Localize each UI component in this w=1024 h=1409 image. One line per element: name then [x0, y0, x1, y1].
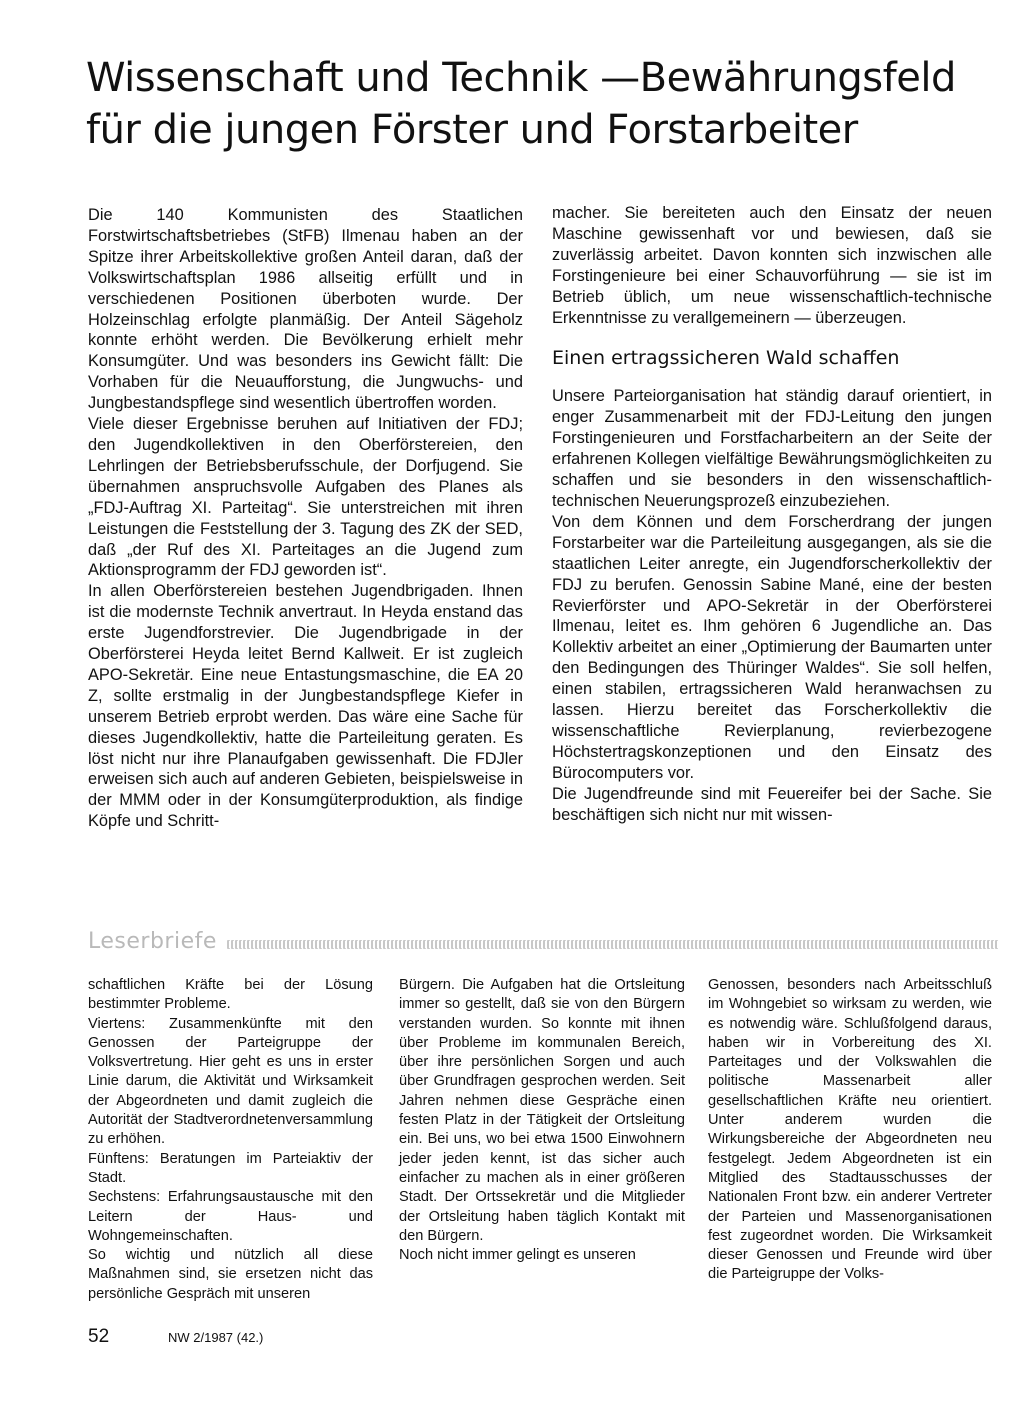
- letters-paragraph: Sechstens: Erfahrungsaustausche mit den Leitern der Haus- und Wohngemeinschaften.: [88, 1189, 373, 1244]
- article-paragraph: Die 140 Kommunisten des Staatlichen Forstwirtschaftsbetriebes (StFB) Ilmenau haben an der Spitze ihrer Arbeitskollektive großen Anteil daran, daß der Volkswirtschaftsplan 1986 allseitig erfüllt und in verschiedenen Positionen überboten wurde. Der Holzeinschlag erfolgte planmäßig. Der Anteil Sägeholz konnte erhöht werden. Die Bevölkerung erhielt mehr Konsumgüter. Und was besonders ins Gewicht fällt: Die Vorhaben für die Neuaufforstung, die Jungwuchs- und Jungbestandspflege sind wesentlich übertroffen worden.: [88, 206, 523, 413]
- letters-column-3: [708, 976, 992, 1285]
- letters-paragraph: Noch nicht immer gelingt es unseren: [399, 1247, 636, 1264]
- issue-reference: NW 2/1987 (42.): [168, 1330, 264, 1345]
- letters-paragraph: Fünftens: Beratungen im Parteiaktiv der Stadt.: [88, 1150, 373, 1186]
- letters-paragraph: schaftlichen Kräfte bei der Lösung bestimmter Probleme.: [88, 977, 373, 1013]
- article-column-left: [88, 205, 523, 832]
- article-paragraph: Viele dieser Ergebnisse beruhen auf Initiativen der FDJ; den Jugendkollektiven in den Oberförstereien, den Lehrlingen der Betriebsberufsschule, der Dorfjugend. Sie übernahmen anspruchsvolle Aufgaben des Planes als „FDJ-Auftrag XI. Parteitag“. Sie unterstreichen mit ihren Leistungen die Feststellung der 3. Tagung des ZK der SED, daß „der Ruf des XI. Parteitages an die Jugend zum Aktionsprogramm der FDJ geworden ist“.: [88, 415, 523, 580]
- article-paragraph: Von dem Können und dem Forscherdrang der jungen Forstarbeiter war die Parteileitung ausgegangen, als sie die staatlichen Leiter anregte, ein Jugendforscherkollektiv der FDJ zu berufen. Genossin Sabine Mané, eine der besten Revierförster und APO-Sekretär in der Oberförsterei Ilmenau, leitet es. Ihm gehören 6 Jugendliche an. Das Kollektiv arbeitet an einer „Optimierung der Baumarten unter den Bedingungen des Thüringer Waldes“. Sie soll helfen, einen stabilen, ertragssicheren Wald heranwachsen zu lassen. Hierzu bereitet das Forscherkollektiv die wissenschaftliche Revierplanung, revierbezogene Höchstertragskonzeptionen und den Einsatz des Bürocomputers vor.: [552, 512, 992, 782]
- article-paragraph: Die Jugendfreunde sind mit Feuereifer bei der Sache. Sie beschäftigen sich nicht nur mit wissen-: [552, 784, 992, 824]
- letters-section-header: [88, 926, 998, 956]
- article-paragraph: macher. Sie bereiteten auch den Einsatz der neuen Maschine gewissenhaft vor und bewiesen, daß sie zuverlässig arbeitet. Davon konnten sich inzwischen alle Forstingenieure bei einer Schauvorführung — sie ist im Betrieb üblich, um neue wissenschaftlich-technische Erkenntnisse zu verallgemeinern — überzeugen.: [552, 204, 992, 327]
- letters-section-rule: [227, 940, 998, 949]
- article-title-line-2: für die jungen Förster und Forstarbeiter: [86, 107, 858, 153]
- letters-paragraph: So wichtig und nützlich all diese Maßnahmen sind, sie ersetzen nicht das persönliche Gespräch mit unseren: [88, 1247, 373, 1302]
- article-subheading: Einen ertragssicheren Wald schaffen: [552, 347, 900, 370]
- article-title-line-1: Wissenschaft und Technik —Bewährungsfeld: [86, 55, 956, 101]
- page-footer: [88, 1326, 488, 1348]
- letters-section-label: Leserbriefe: [88, 928, 217, 954]
- page-number: 52: [88, 1326, 110, 1347]
- article-paragraph: In allen Oberförstereien bestehen Jugendbrigaden. Ihnen ist die modernste Technik anvertraut. In Heyda enstand das erste Jugendforstrevier. Die Jugendbrigade in der Oberförsterei Heyda leitet Bernd Kallweit. Er ist zugleich APO-Sekretär. Eine neue Entastungsmaschine, die EA 20 Z, sollte erstmalig in der Jungbestandspflege Kiefer in unserem Betrieb erprobt werden. Das wäre eine Sache für dieses Jugendkollektiv, hatte die Parteileitung geraten. Es löst nicht nur ihre Planaufgaben gewissenhaft. Die FDJler erweisen sich auch auf anderen Gebieten, beispielsweise in der MMM oder in der Konsumgüterproduktion, als findige Köpfe und Schritt-: [88, 582, 523, 831]
- letters-paragraph: Genossen, besonders nach Arbeitsschluß im Wohngebiet so wirksam zu werden, wie es notwendig wäre. Schlußfolgend daraus, haben wir in Vorbereitung des XI. Parteitages und der Volkswahlen die politische Massenarbeit aller gesellschaftlichen Kräfte neu orientiert. Unter anderem wurden die Wirkungsbereiche der Abgeordneten neu festgelegt. Jedem Abgeordneten ist ein Mitglied des Stadtausschusses der Nationalen Front bzw. ein anderer Vertreter der Parteien und Massenorganisationen fest zugeordnet worden. Die Wirksamkeit dieser Genossen und Freunde wird über die Parteigruppe der Volks-: [708, 977, 992, 1283]
- article-column-right: [552, 203, 992, 825]
- article-paragraph: Unsere Parteiorganisation hat ständig darauf orientiert, in enger Zusammenarbeit mit der FDJ-Leitung den jungen Forstingenieuren und Forstfacharbeitern an der Seite der erfahrenen Kollegen vielfältige Bewährungsmöglichkeiten zu schaffen und sie besonders in den wissenschaftlich-technischen Neuerungsprozeß einzubeziehen.: [552, 387, 992, 510]
- letters-paragraph: Viertens: Zusammenkünfte mit den Genossen der Parteigruppe der Volksvertretung. Hier geht es uns in erster Linie darum, die Aktivität und Wirksamkeit der Abgeordneten und damit zugleich die Autorität der Stadtverordnetenversammlung zu erhöhen.: [88, 1015, 373, 1148]
- article-title: [86, 52, 986, 156]
- letters-paragraph: Bürgern. Die Aufgaben hat die Ortsleitung immer so gestellt, daß sie von den Bürgern verstanden wurden. So konnte mit ihnen über Probleme im kommunalen Bereich, über ihre persönlichen Sorgen und auch über Grundfragen gesprochen werden. Seit Jahren nehmen diese Gespräche einen festen Platz in der Tätigkeit der Ortsleitung ein. Bei uns, wo bei etwa 1500 Einwohnern jeder jeden kennt, ist das sicher auch einfacher zu machen als in einer größeren Stadt. Der Ortssekretär und die Mitglieder der Ortsleitung haben täglich Kontakt mit den Bürgern.: [399, 977, 685, 1244]
- letters-column-2: [399, 976, 685, 1265]
- letters-column-1: [88, 976, 373, 1304]
